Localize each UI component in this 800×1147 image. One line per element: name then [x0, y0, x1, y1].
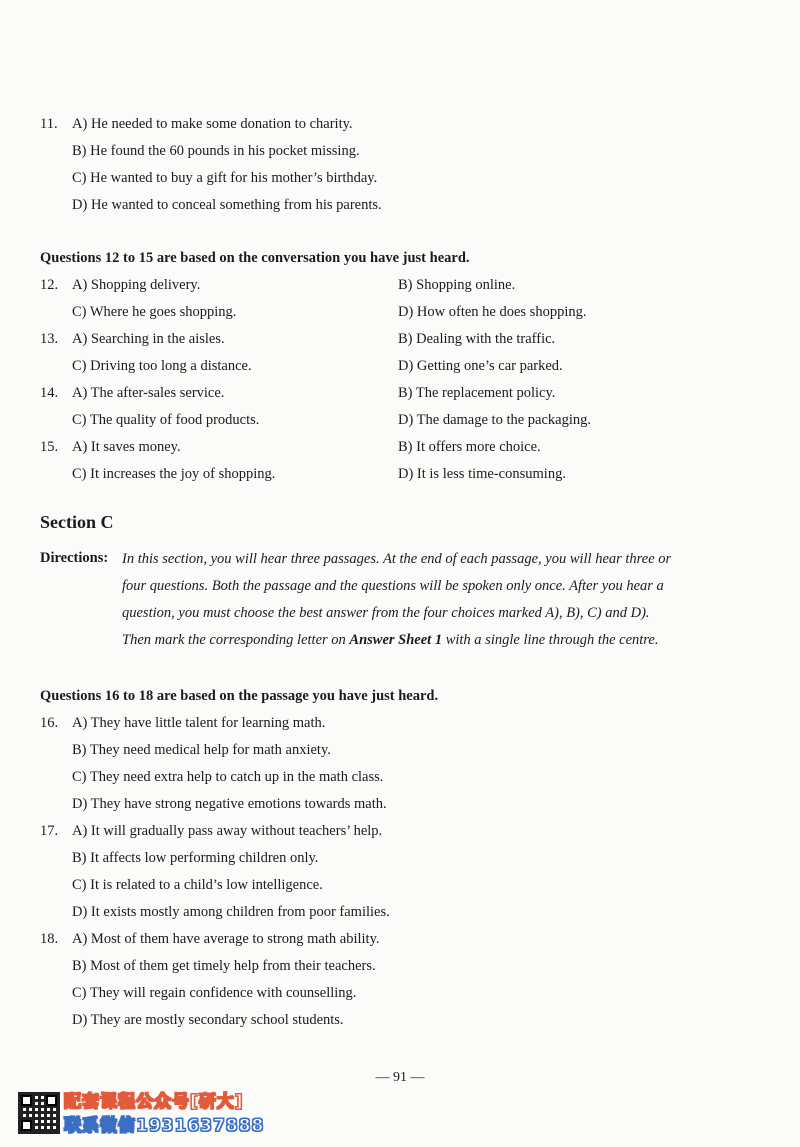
option-b: B) Shopping online.	[398, 277, 516, 293]
option-b: B) It affects low performing children only.	[72, 850, 319, 866]
question-number: 18.	[40, 931, 59, 947]
directions-line-2: four questions. Both the passage and the questions will be spoken only once. After you hear a	[122, 578, 664, 594]
directions-label: Directions:	[40, 550, 109, 566]
question-number: 16.	[40, 715, 59, 731]
question-number: 13.	[40, 331, 59, 347]
question-number: 12.	[40, 277, 59, 293]
option-d: D) They have strong negative emotions towards math.	[72, 796, 387, 812]
option-b: B) It offers more choice.	[398, 439, 541, 455]
option-c: C) They will regain confidence with counselling.	[72, 985, 357, 1001]
option-c: C) Where he goes shopping.	[72, 304, 237, 320]
option-a: A) He needed to make some donation to charity.	[72, 116, 353, 132]
option-b: B) He found the 60 pounds in his pocket missing.	[72, 143, 360, 159]
option-a: A) Most of them have average to strong math ability.	[72, 931, 380, 947]
question-number: 15.	[40, 439, 59, 455]
option-b: B) Most of them get timely help from their teachers.	[72, 958, 376, 974]
option-c: C) It is related to a child’s low intelligence.	[72, 877, 323, 893]
answer-sheet-label: Answer Sheet 1	[349, 632, 443, 648]
option-a: A) It will gradually pass away without teachers’ help.	[72, 823, 383, 839]
option-d: D) The damage to the packaging.	[398, 412, 591, 428]
option-d: D) It exists mostly among children from poor families.	[72, 904, 390, 920]
promo-banner-line-1: 配套课程公众号[研大]	[64, 1092, 244, 1112]
section-title: Section C	[40, 512, 114, 532]
option-a: A) They have little talent for learning math.	[72, 715, 326, 731]
option-c: C) They need extra help to catch up in the math class.	[72, 769, 384, 785]
directions-line-3: question, you must choose the best answer from the four choices marked A), B), C) and D).	[122, 605, 650, 621]
option-d: D) How often he does shopping.	[398, 304, 587, 320]
option-c: C) It increases the joy of shopping.	[72, 466, 276, 482]
option-c: C) He wanted to buy a gift for his mother’s birthday.	[72, 170, 378, 186]
promo-banner-line-2: 联系微信1931637888	[64, 1116, 265, 1136]
page-number: — 91 —	[375, 1070, 425, 1085]
qr-code-icon[interactable]	[18, 1092, 60, 1134]
option-a: A) It saves money.	[72, 439, 181, 455]
option-d: D) It is less time-consuming.	[398, 466, 566, 482]
option-d: D) He wanted to conceal something from his parents.	[72, 197, 382, 213]
option-b: B) The replacement policy.	[398, 385, 556, 401]
option-d: D) Getting one’s car parked.	[398, 358, 563, 374]
directions-line-1: In this section, you will hear three passages. At the end of each passage, you will hear three or	[122, 551, 672, 567]
option-c: C) Driving too long a distance.	[72, 358, 252, 374]
directions-line-4: Then mark the corresponding letter on Answer Sheet 1 with a single line through the centre.	[122, 632, 659, 648]
question-number: 17.	[40, 823, 59, 839]
question-number: 11.	[40, 116, 58, 132]
group-heading-16-18: Questions 16 to 18 are based on the passage you have just heard.	[40, 688, 439, 704]
option-c: C) The quality of food products.	[72, 412, 260, 428]
option-b: B) Dealing with the traffic.	[398, 331, 556, 347]
group-heading-12-15: Questions 12 to 15 are based on the conversation you have just heard.	[40, 250, 470, 266]
option-a: A) The after-sales service.	[72, 385, 225, 401]
option-b: B) They need medical help for math anxiety.	[72, 742, 331, 758]
question-number: 14.	[40, 385, 59, 401]
option-d: D) They are mostly secondary school students.	[72, 1012, 344, 1028]
option-a: A) Shopping delivery.	[72, 277, 201, 293]
option-a: A) Searching in the aisles.	[72, 331, 225, 347]
